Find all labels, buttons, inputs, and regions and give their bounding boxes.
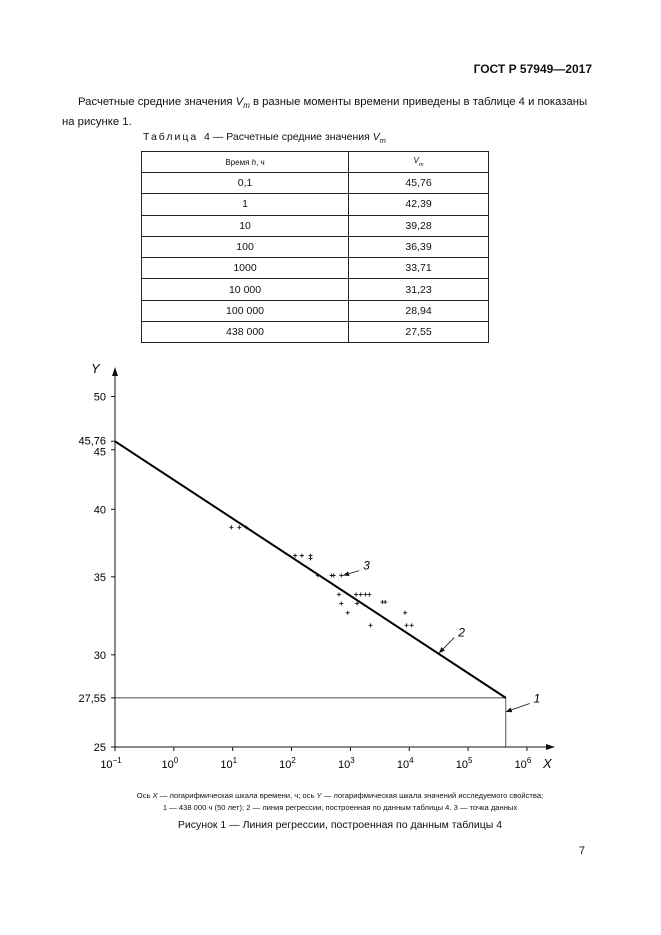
y-tick-label: 25 bbox=[93, 742, 106, 754]
header-value-subscript: m bbox=[418, 162, 424, 168]
page-number: 7 bbox=[578, 845, 585, 857]
figure-caption: Рисунок 1 — Линия регрессии, построенная по данным таблицы 4 bbox=[177, 819, 503, 831]
header-value bbox=[349, 152, 489, 173]
y-tick-label: 45,76 bbox=[78, 435, 106, 448]
intro-text-before: Расчетные средние значения bbox=[78, 96, 236, 108]
header-time-prefix: Время bbox=[225, 157, 252, 167]
data-point bbox=[332, 573, 336, 577]
table-caption-variable-subscript: m bbox=[379, 136, 386, 145]
data-point bbox=[339, 602, 343, 606]
table-caption-number: 4 bbox=[204, 131, 210, 143]
table-body bbox=[142, 173, 489, 343]
table-row bbox=[142, 194, 489, 215]
intro-text-line2: на рисунке 1. bbox=[62, 116, 132, 128]
header-time-suffix: , ч bbox=[256, 157, 265, 167]
figure-legend bbox=[60, 790, 620, 814]
legend-line-2: 1 — 438 000 ч (50 лет); 2 — линия регрессии, построенная по данным таблицы 4. 3 — точка данных bbox=[162, 803, 518, 812]
data-point bbox=[359, 592, 363, 596]
cell-value: 42,39 bbox=[349, 194, 489, 215]
x-tick-label: $10^4$ bbox=[396, 756, 414, 771]
cell-time: 10 bbox=[142, 215, 349, 236]
annotation-arrowhead bbox=[506, 707, 512, 712]
regression-chart bbox=[0, 355, 661, 785]
table-row bbox=[142, 258, 489, 279]
data-point bbox=[293, 554, 297, 558]
annotation-label: 2 bbox=[458, 625, 465, 640]
table-header-row bbox=[142, 152, 489, 173]
cell-time: 10 000 bbox=[142, 279, 349, 300]
standard-designation: ГОСТ Р 57949—2017 bbox=[473, 62, 592, 76]
annotation-arrowhead bbox=[343, 571, 349, 576]
cell-value: 45,76 bbox=[349, 173, 489, 194]
legend-x-symbol: X bbox=[152, 791, 158, 800]
data-point bbox=[354, 592, 358, 596]
values-table bbox=[141, 151, 489, 343]
data-point bbox=[237, 525, 241, 529]
data-point bbox=[383, 600, 387, 604]
y-tick-label: 35 bbox=[93, 571, 106, 584]
header-value-variable: V bbox=[413, 156, 419, 165]
cell-value: 36,39 bbox=[349, 236, 489, 257]
data-point bbox=[339, 573, 343, 577]
legend-text-c: — логарифмическая шкала значений исследуемого свойства; bbox=[321, 791, 544, 800]
data-point bbox=[337, 592, 341, 596]
x-axis-arrow bbox=[546, 744, 555, 750]
table-caption-text: — Расчетные средние значения bbox=[209, 131, 373, 143]
cell-time: 1000 bbox=[142, 258, 349, 279]
data-point bbox=[410, 623, 414, 627]
table-row bbox=[142, 322, 489, 343]
cell-time: 0,1 bbox=[142, 173, 349, 194]
x-tick-label: $10^6$ bbox=[514, 756, 532, 771]
x-tick-label: $10^1$ bbox=[220, 756, 238, 771]
table-caption-word: Таблица bbox=[143, 131, 199, 143]
header-time bbox=[142, 152, 349, 173]
cell-value: 28,94 bbox=[349, 300, 489, 321]
intro-variable-subscript: m bbox=[243, 101, 250, 110]
data-point bbox=[346, 611, 350, 615]
data-point bbox=[300, 554, 304, 558]
legend-text-a: Ось bbox=[136, 791, 153, 800]
table-row bbox=[142, 300, 489, 321]
x-tick-label: $10^{-1}$ bbox=[100, 756, 122, 771]
header-time-variable: h bbox=[251, 157, 257, 167]
cell-time: 100 bbox=[142, 236, 349, 257]
y-tick-label: 50 bbox=[93, 391, 106, 404]
table-row bbox=[142, 173, 489, 194]
data-point bbox=[308, 556, 312, 560]
table-caption bbox=[143, 131, 523, 145]
cell-value: 39,28 bbox=[349, 215, 489, 236]
cell-time: 100 000 bbox=[142, 300, 349, 321]
cell-value: 31,23 bbox=[349, 279, 489, 300]
y-axis-arrow bbox=[112, 367, 118, 376]
annotation-label: 3 bbox=[363, 558, 370, 573]
x-tick-label: $10^3$ bbox=[338, 756, 355, 771]
y-tick-label: 30 bbox=[93, 649, 106, 662]
intro-text-after: в разные моменты времени приведены в таблице 4 и показаны bbox=[249, 96, 588, 108]
legend-text-b: — логарифмическая шкала времени, ч; ось bbox=[157, 791, 317, 800]
data-point bbox=[367, 592, 371, 596]
table-caption-variable: V bbox=[372, 131, 380, 143]
intro-variable: V bbox=[235, 96, 244, 108]
legend-line-1 bbox=[60, 790, 620, 802]
regression-line bbox=[115, 441, 506, 698]
legend-y-symbol: Y bbox=[316, 791, 322, 800]
table-row bbox=[142, 279, 489, 300]
table-row bbox=[142, 215, 489, 236]
data-point bbox=[369, 623, 373, 627]
intro-paragraph bbox=[62, 94, 592, 130]
y-axis-label: Y bbox=[91, 361, 100, 376]
annotation-label: 1 bbox=[533, 691, 541, 706]
y-tick-label: 27,55 bbox=[78, 692, 106, 705]
x-axis-label: X bbox=[543, 756, 552, 771]
data-point bbox=[229, 525, 233, 529]
data-point bbox=[403, 611, 407, 615]
y-tick-label: 45 bbox=[93, 446, 106, 459]
data-point bbox=[363, 592, 367, 596]
x-tick-label: $10^2$ bbox=[279, 756, 296, 771]
cell-value: 33,71 bbox=[349, 258, 489, 279]
x-tick-label: $10^5$ bbox=[455, 756, 473, 771]
cell-time: 438 000 bbox=[142, 322, 349, 343]
table-row bbox=[142, 236, 489, 257]
data-point bbox=[405, 623, 409, 627]
cell-time: 1 bbox=[142, 194, 349, 215]
cell-value: 27,55 bbox=[349, 322, 489, 343]
y-tick-label: 40 bbox=[93, 504, 106, 517]
x-tick-label: $10^0$ bbox=[161, 756, 179, 771]
